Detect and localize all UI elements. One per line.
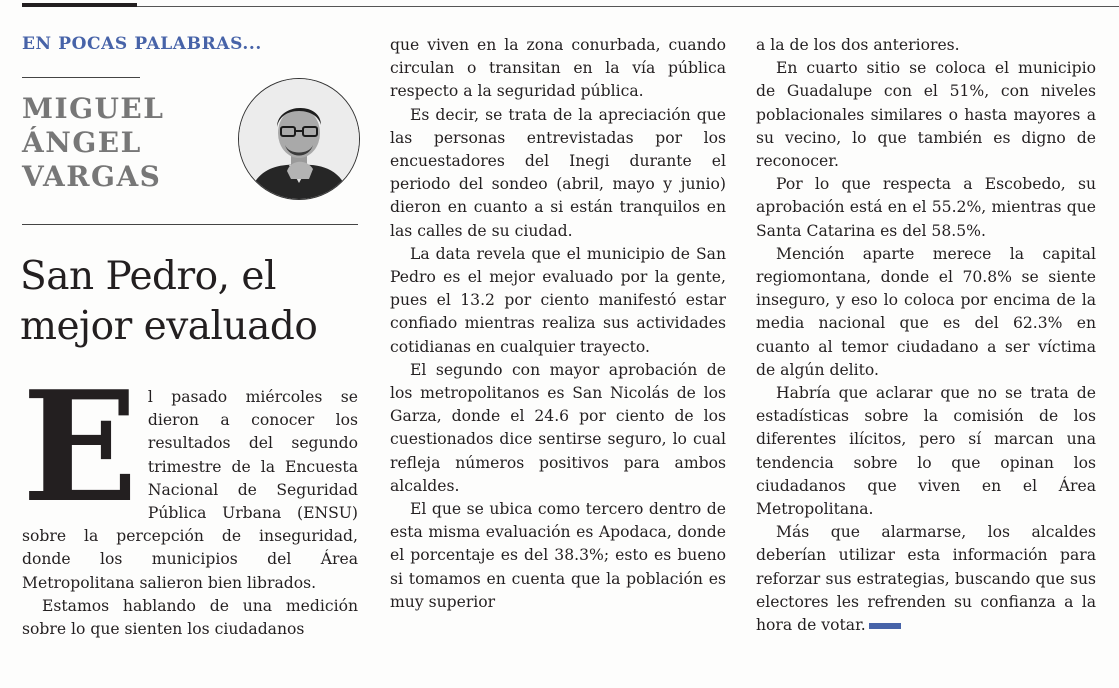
paragraph: que viven en la zona conurbada, cuando circulan o transitan en la vía pública respecto a la seguridad pública.	[390, 36, 726, 101]
paragraph: Estamos hablando de una medición sobre lo que sienten los ciudadanos	[22, 596, 358, 639]
author-name-line: VARGAS	[22, 160, 162, 193]
end-of-article-mark	[869, 623, 901, 629]
paragraph: a la de los dos anteriores.	[756, 36, 960, 54]
headline-rule	[22, 224, 358, 225]
article-column-3	[756, 34, 1096, 637]
paragraph: La data revela que el municipio de San Pedro es el mejor evaluado por la gente, pues el 13.2 por ciento manifestó estar confiado mientras realiza sus actividades cotidianas en cualquier trayecto.	[390, 244, 726, 356]
paragraph: Mención aparte merece la capital regiomontana, donde el 70.8% se siente inseguro, y eso lo coloca por encima de la media nacional que es del 62.3% en cuanto al temor ciudadano a ser víctima de algún delito.	[756, 244, 1096, 379]
drop-cap: E	[22, 357, 138, 536]
paragraph: Por lo que respecta a Escobedo, su aprobación está en el 55.2%, mientras que Santa Catarina es del 58.5%.	[756, 175, 1096, 240]
paragraph: El que se ubica como tercero dentro de esta misma evaluación es Apodaca, donde el porcentaje es del 38.3%; esto es bueno si tomamos en cuenta que la población es muy superior	[390, 500, 726, 611]
lead-paragraph	[22, 357, 358, 595]
article-column-1	[22, 357, 358, 641]
article-headline: San Pedro, el mejor evaluado	[20, 254, 318, 349]
article-column-2	[390, 34, 726, 614]
author-portrait-icon	[239, 79, 359, 199]
final-paragraph	[756, 521, 1096, 637]
paragraph: Es decir, se trata de la apreciación que las personas entrevistadas por los encuestadores del Inegi durante el periodo del sondeo (abril, mayo y junio) dieron en cuanto a si están tranquilos en las calles de su ciudad.	[390, 105, 726, 240]
paragraph: Habría que aclarar que no se trata de estadísticas sobre la comisión de los diferentes ilícitos, pero sí marcan una tendencia sobre lo que opinan los ciudadanos que viven en el Área Metropolitana.	[756, 384, 1096, 519]
byline-rule	[22, 77, 140, 78]
author-name-line: ÁNGEL	[22, 126, 142, 159]
author-byline	[22, 92, 172, 194]
author-photo	[238, 78, 360, 200]
top-rule	[22, 3, 137, 7]
section-label: EN POCAS PALABRAS...	[22, 34, 262, 54]
paragraph: En cuarto sitio se coloca el municipio de Guadalupe con el 51%, con niveles poblacionales similares o hasta mayores a su vecino, lo que también es digno de reconocer.	[756, 59, 1096, 171]
paragraph: El segundo con mayor aprobación de los metropolitanos es San Nicolás de los Garza, donde el 24.6 por ciento de los cuestionados dice sentirse seguro, lo cual refleja números positivos para ambos alcaldes.	[390, 360, 726, 495]
paragraph-text: Más que alarmarse, los alcaldes deberían utilizar esta información para reforzar sus estrategias, buscando que sus electores les refrenden su confianza a la hora de votar.	[756, 523, 1096, 635]
top-line	[137, 6, 1119, 7]
author-name-line: MIGUEL	[22, 92, 165, 125]
lead-text: l pasado miércoles se dieron a conocer los resultados del segundo trimestre de la Encuesta Nacional de Seguridad Pública Urbana (ENSU) sobre la percepción de inseguridad, donde los municipios del Área Metropolitana salieron bien librados.	[22, 388, 358, 592]
